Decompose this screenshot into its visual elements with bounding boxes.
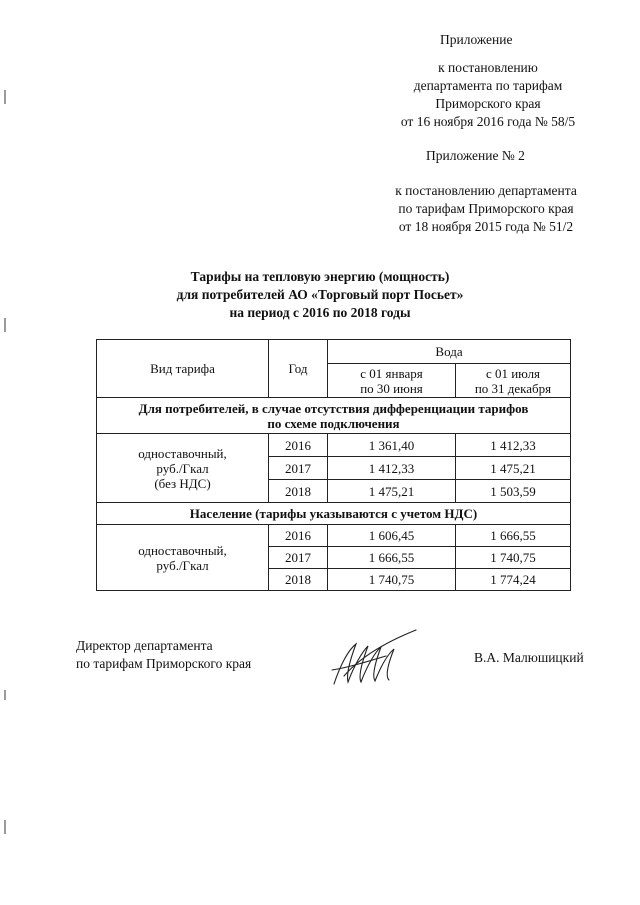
- appendix-line: Приморского края: [435, 96, 541, 111]
- period-line: по 30 июня: [360, 380, 423, 396]
- appendix-line: от 16 ноября 2016 года № 58/5: [400, 114, 576, 129]
- tariff-type-cell: [97, 525, 269, 591]
- tariff-type-line: руб./Гкал: [156, 460, 209, 476]
- appendix2-line: к постановлению департамента: [395, 183, 577, 198]
- header-water: Вода: [328, 340, 571, 364]
- scan-mark: [4, 90, 6, 104]
- year-cell: 2016: [269, 434, 328, 457]
- document-title: [0, 268, 640, 322]
- handwritten-signature: [326, 626, 426, 690]
- header-tariff-type: Вид тарифа: [97, 340, 269, 398]
- appendix-title: Приложение: [440, 32, 513, 47]
- scan-mark: [4, 318, 6, 332]
- header-period-2: [456, 364, 571, 398]
- appendix-line: департамента по тарифам: [413, 78, 563, 93]
- appendix2-reference: [366, 182, 606, 236]
- tariff-table: [96, 339, 571, 591]
- period-line: с 01 июля: [485, 365, 541, 381]
- value-cell: 1 666,55: [328, 547, 456, 569]
- section-line: Для потребителей, в случае отсутствия дифференциации тарифов: [138, 400, 529, 416]
- value-cell: 1 606,45: [328, 525, 456, 547]
- appendix2-line: от 18 ноября 2015 года № 51/2: [398, 219, 574, 234]
- table-row: [97, 434, 571, 457]
- section-heading-1: [97, 398, 571, 434]
- position-line: по тарифам Приморского края: [76, 656, 252, 671]
- value-cell: 1 503,59: [456, 480, 571, 503]
- year-cell: 2017: [269, 547, 328, 569]
- value-cell: 1 475,21: [456, 457, 571, 480]
- signatory-position: [76, 637, 251, 673]
- value-cell: 1 740,75: [328, 569, 456, 591]
- appendix-line: к постановлению: [438, 60, 538, 75]
- appendix2-line: по тарифам Приморского края: [398, 201, 574, 216]
- header-year: Год: [269, 340, 328, 398]
- section-heading-2: Население (тарифы указываются с учетом НДС): [97, 503, 571, 525]
- year-cell: 2018: [269, 569, 328, 591]
- appendix2-title: Приложение № 2: [426, 148, 525, 163]
- tariff-type-cell: [97, 434, 269, 503]
- value-cell: 1 412,33: [328, 457, 456, 480]
- period-line: по 31 декабря: [474, 380, 552, 396]
- position-line: Директор департамента: [76, 638, 213, 653]
- section-line: по схеме подключения: [267, 415, 400, 431]
- year-cell: 2018: [269, 480, 328, 503]
- scan-mark: [4, 690, 6, 700]
- title-line: Тарифы на тепловую энергию (мощность): [190, 269, 450, 284]
- appendix-reference: [370, 59, 606, 131]
- year-cell: 2017: [269, 457, 328, 480]
- tariff-type-line: одноставочный,: [138, 445, 227, 461]
- signatory-name: В.А. Малюшицкий: [474, 650, 584, 665]
- scan-mark: [4, 820, 6, 834]
- tariff-type-line: руб./Гкал: [156, 557, 209, 573]
- title-line: для потребителей АО «Торговый порт Посьет»: [176, 287, 464, 302]
- tariff-type-line: (без НДС): [154, 475, 211, 491]
- title-line: на период с 2016 по 2018 годы: [229, 305, 411, 320]
- year-cell: 2016: [269, 525, 328, 547]
- table-row: [97, 525, 571, 547]
- value-cell: 1 740,75: [456, 547, 571, 569]
- value-cell: 1 666,55: [456, 525, 571, 547]
- value-cell: 1 412,33: [456, 434, 571, 457]
- tariff-type-line: одноставочный,: [138, 542, 227, 558]
- value-cell: 1 361,40: [328, 434, 456, 457]
- value-cell: 1 774,24: [456, 569, 571, 591]
- header-period-1: [328, 364, 456, 398]
- value-cell: 1 475,21: [328, 480, 456, 503]
- period-line: с 01 января: [360, 365, 423, 381]
